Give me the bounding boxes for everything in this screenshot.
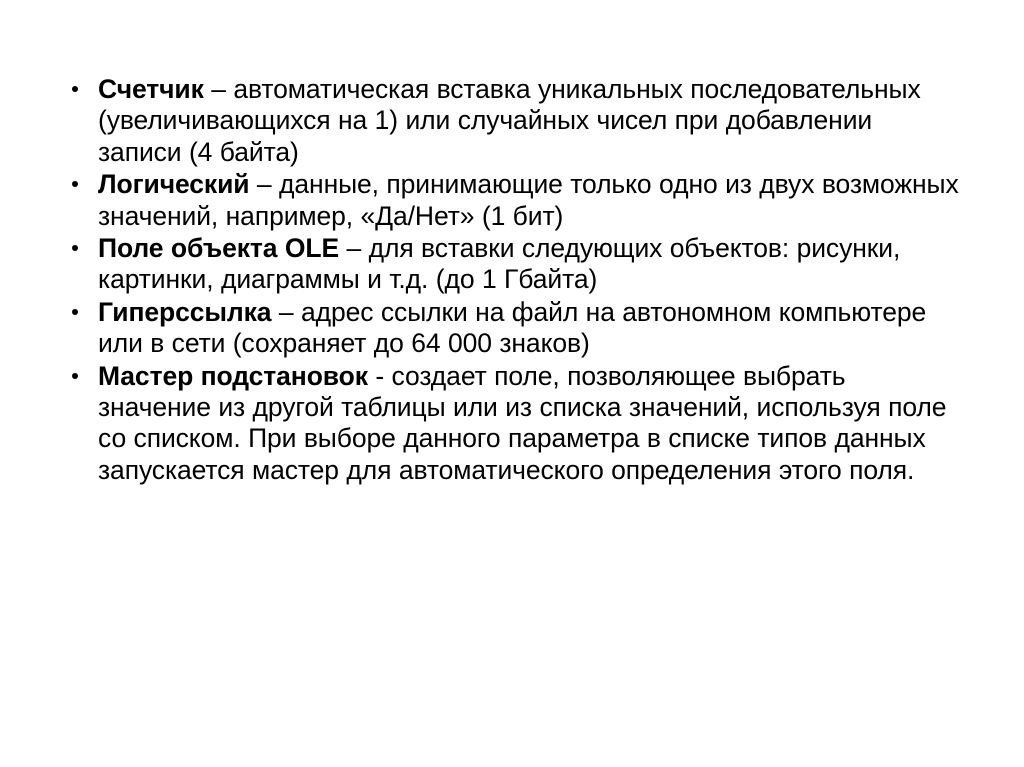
list-item-text <box>98 297 926 358</box>
term-description: – данные, принимающие только одно из двух возможных значений, например, «Да/Нет» (1 бит) <box>98 169 959 231</box>
list-item <box>56 297 960 360</box>
list-item-text <box>98 233 900 294</box>
term-description: – для вставки следующих объектов: рисунки, картинки, диаграммы и т.д. (до 1 Гбайта) <box>98 232 901 295</box>
list-item-text <box>98 74 921 167</box>
term-label: Мастер подстановок <box>98 360 368 391</box>
data-types-bullet-list <box>56 74 960 486</box>
list-item <box>56 169 960 232</box>
term-description: – адрес ссылки на файл на автономном компьютере или в сети (сохраняет до 64 000 знаков) <box>98 296 927 359</box>
term-label: Поле объекта OLE <box>98 232 340 263</box>
bullet-dot-icon <box>72 181 78 187</box>
term-label: Логический <box>98 169 250 200</box>
bullet-dot-icon <box>72 245 78 251</box>
term-description: – автоматическая вставка уникальных последовательных (увеличивающихся на 1) или случайных чисел при добавлении записи (4 байта) <box>98 74 921 167</box>
bullet-dot-icon <box>72 373 78 379</box>
list-item-text <box>98 361 946 485</box>
list-item <box>56 233 960 296</box>
list-item <box>56 361 960 487</box>
list-item <box>56 74 960 168</box>
bullet-dot-icon <box>72 86 78 92</box>
bullet-dot-icon <box>72 309 78 315</box>
term-description: - создает поле, позволяющее выбрать значение из другой таблицы или из списка значений, используя поле со списком. При выборе данного параметра в списке типов данных запускается мастер для автоматического определения этого поля. <box>98 360 947 485</box>
term-label: Счетчик <box>98 74 204 104</box>
term-label: Гиперссылка <box>98 296 272 327</box>
list-item-text <box>98 169 959 230</box>
